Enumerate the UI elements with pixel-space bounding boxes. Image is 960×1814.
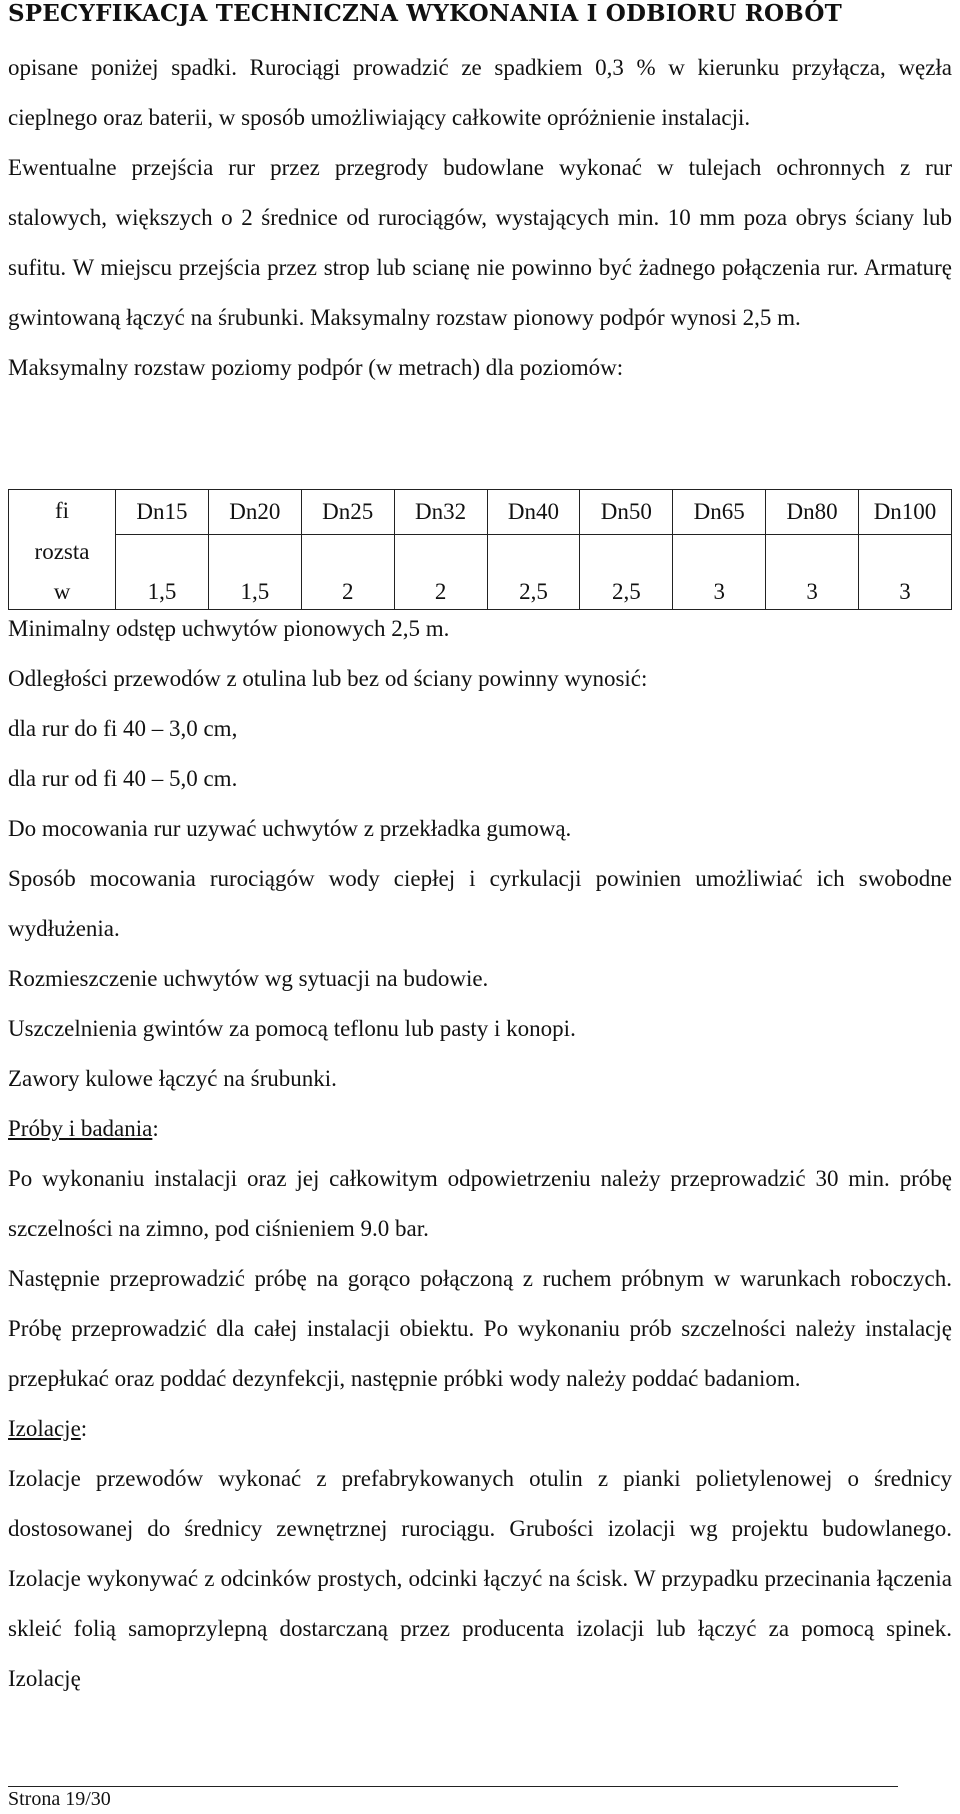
page-number: Strona 19/30 [8, 1788, 111, 1810]
paragraph-spadki [8, 43, 952, 393]
section-heading-izolacje [8, 1404, 952, 1454]
table-label-fi: fi [54, 498, 70, 523]
paragraph: Zawory kulowe łączyć na śrubunki. [8, 1066, 337, 1091]
paragraph: Minimalny odstęp uchwytów pionowych 2,5 m. [8, 616, 450, 641]
table-value-cell [394, 535, 487, 610]
paragraph: Rozmieszczenie uchwytów wg sytuacji na budowie. [8, 966, 489, 991]
table-value-cell [673, 535, 766, 610]
footer-divider [8, 1786, 898, 1787]
table-value: 2 [434, 579, 447, 604]
table-header-cell: Dn15 [116, 490, 209, 535]
table-value-cell [208, 535, 301, 610]
table-value-cell [301, 535, 394, 610]
table-value: 2,5 [519, 579, 548, 604]
table-value: 2 [341, 579, 354, 604]
paragraph: Do mocowania rur uzywać uchwytów z przekładka gumową. [8, 816, 572, 841]
table-value: 1,5 [240, 579, 270, 604]
table-value-cell [766, 535, 859, 610]
heading-colon: : [152, 1116, 159, 1141]
paragraph: Po wykonaniu instalacji oraz jej całkowitym odpowietrzeniu należy przeprowadzić 30 min. próbę szczelności na zimno, pod ciśnieniem 9.0 bar. [8, 1166, 952, 1241]
table-value-cell [487, 535, 580, 610]
paragraph: Uszczelnienia gwintów za pomocą teflonu lub pasty i konopi. [8, 1016, 576, 1041]
table-header-cell: Dn65 [673, 490, 766, 535]
table-header-cell: Dn100 [859, 490, 952, 535]
table-value: 3 [713, 579, 725, 604]
heading-colon: : [80, 1416, 88, 1441]
table-value: 3 [899, 579, 911, 604]
paragraph: Ewentualne przejścia rur przez przegrody budowlane wykonać w tulejach ochronnych z rur stalowych, większych o 2 średnice od rurociągów, wystających min. 10 mm poza obrys ściany lub sufitu. W miejscu przejścia przez strop lub scianę nie powinno być żadnego połączenia rur. Armaturę gwintowaną łączyć na śrubunki. Maksymalny rozstaw pionowy podpór wynosi 2,5 m. [8, 155, 952, 330]
table-header-cell: Dn50 [580, 490, 673, 535]
installation-notes [8, 604, 952, 1704]
table-header-cell: Dn25 [301, 490, 394, 535]
page-header-title: SPECYFIKACJA TECHNICZNA WYKONANIA I ODBIORU ROBÓT [8, 0, 842, 27]
table-value: 3 [806, 579, 818, 604]
table-header-cell: Dn20 [208, 490, 301, 535]
table-value: 2,5 [611, 579, 641, 604]
paragraph: dla rur do fi 40 – 3,0 cm, [8, 716, 238, 741]
paragraph: Maksymalny rozstaw poziomy podpór (w metrach) dla poziomów: [8, 355, 624, 380]
paragraph: Następnie przeprowadzić próbę na gorąco połączoną z ruchem próbnym w warunkach roboczych. Próbę przeprowadzić dla całej instalacji obiektu. Po wykonaniu prób szczelności należy instalację przepłukać oraz poddać dezynfekcji, następnie próbki wody należy poddać badaniom. [8, 1266, 952, 1391]
paragraph: dla rur od fi 40 – 5,0 cm. [8, 766, 238, 791]
table-header-cell: Dn32 [394, 490, 487, 535]
table-label-rozsta: rozsta [34, 539, 90, 564]
paragraph: opisane poniżej spadki. Rurociągi prowadzić ze spadkiem 0,3 % w kierunku przyłącza, węzła cieplnego oraz baterii, w sposób umożliwiający całkowite opróżnienie instalacji. [8, 55, 952, 130]
table-value-cell [116, 535, 209, 610]
table-label-cell [9, 490, 116, 610]
table-header-cell: Dn40 [487, 490, 580, 535]
paragraph: Odległości przewodów z otulina lub bez od ściany powinny wynosić: [8, 666, 648, 691]
table-header-cell: Dn80 [766, 490, 859, 535]
section-heading-text: Izolacje [8, 1416, 81, 1441]
table-value-cell [580, 535, 673, 610]
paragraph: Sposób mocowania rurociągów wody ciepłej i cyrkulacji powinien umożliwiać ich swobodne wydłużenia. [8, 866, 952, 941]
table-label-w: w [53, 579, 71, 604]
section-heading-proby [8, 1104, 952, 1154]
paragraph: Izolacje przewodów wykonać z prefabrykowanych otulin z pianki polietylenowej o średnicy dostosowanej do średnicy zewnętrznej rurociągu. Grubości izolacji wg projektu budowlanego. Izolacje wykonywać z odcinków prostych, odcinki łączyć na ścisk. W przypadku przecinania łączenia skleić folią samoprzylepną dostarczaną przez producenta izolacji lub łączyć za pomocą spinek. Izolację [8, 1466, 952, 1691]
section-heading-text: Próby i badania [8, 1116, 153, 1141]
support-spacing-table [8, 489, 952, 610]
table-value: 1,5 [147, 579, 177, 604]
table-value-cell [859, 535, 952, 610]
